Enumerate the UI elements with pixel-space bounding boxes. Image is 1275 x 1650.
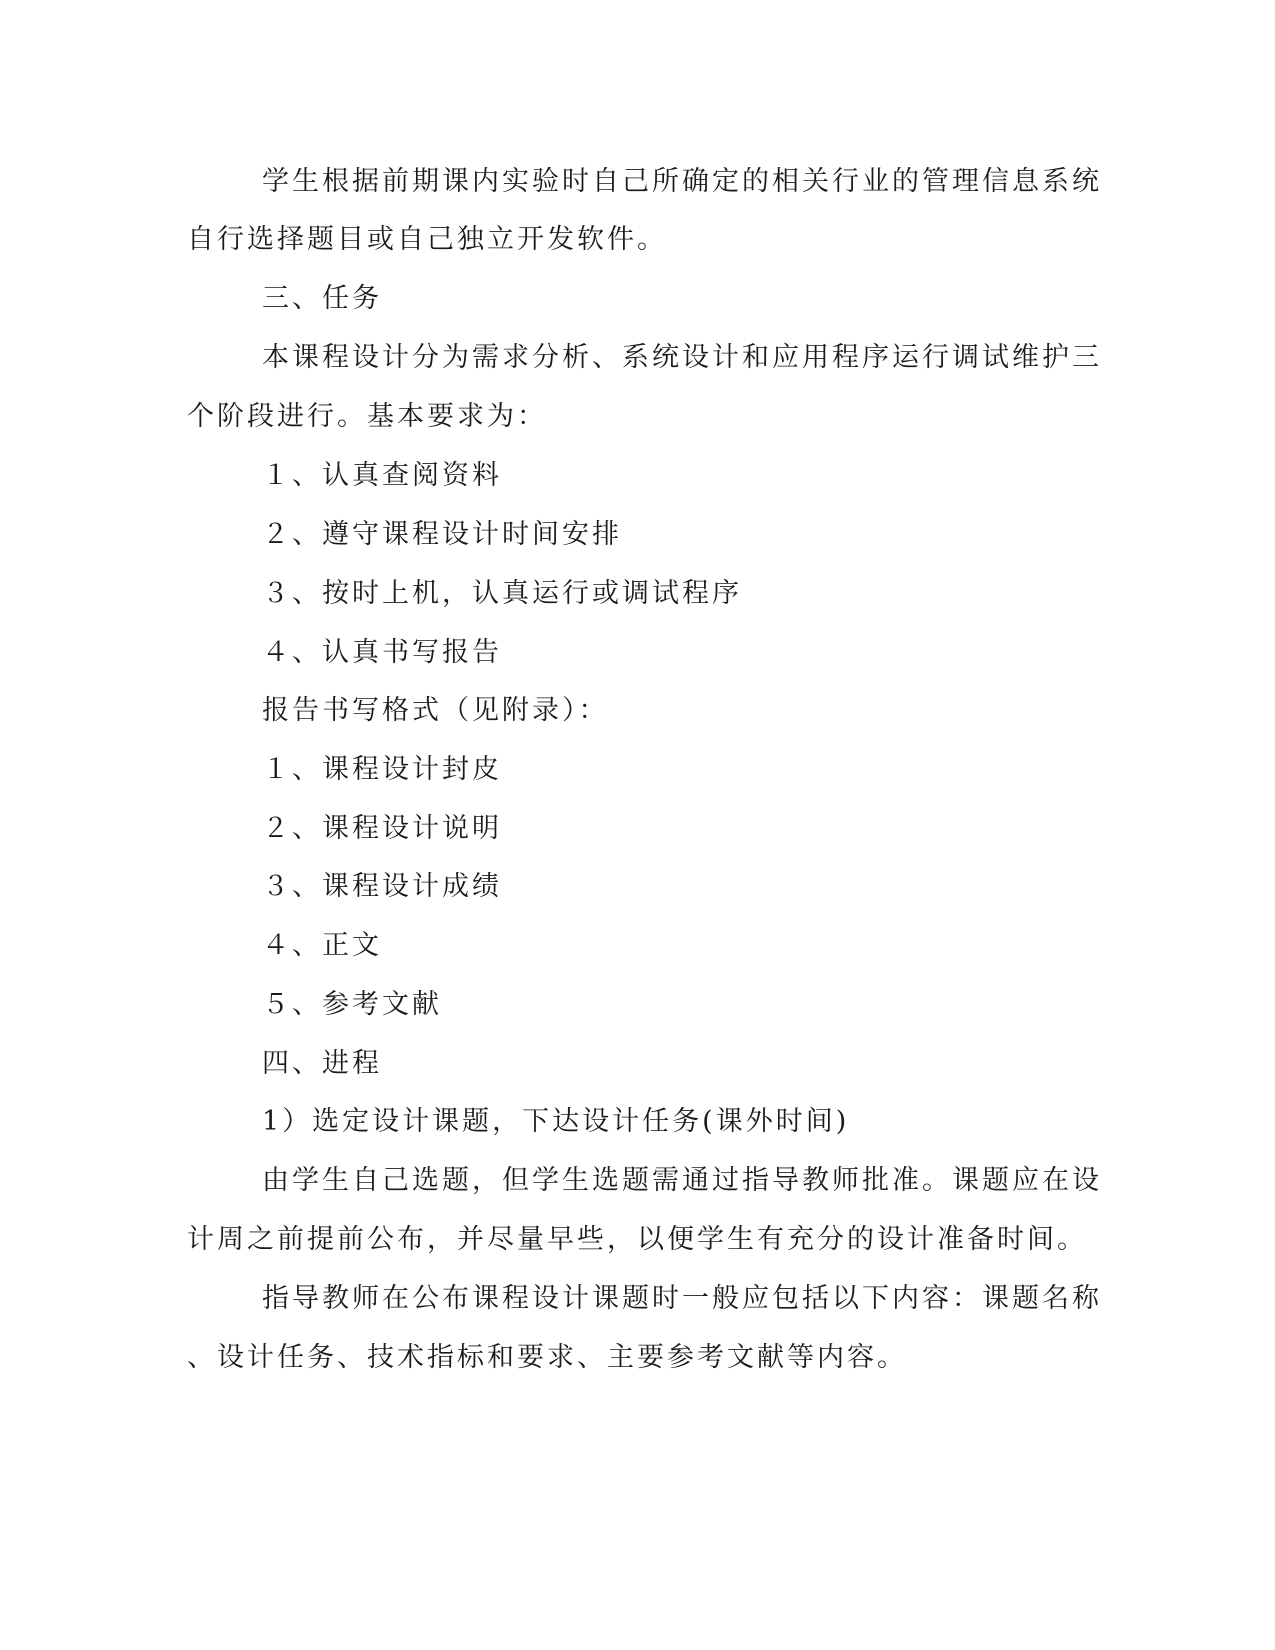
requirement-item: ３、按时上机，认真运行或调试程序 — [262, 578, 742, 609]
paragraph-line: 计周之前提前公布，并尽量早些，以便学生有充分的设计准备时间。 — [187, 1224, 1087, 1255]
section-heading: 四、进程 — [262, 1048, 382, 1079]
report-item: ２、课程设计说明 — [262, 813, 502, 844]
report-item: ３、课程设计成绩 — [262, 871, 502, 902]
paragraph-line: 自行选择题目或自己独立开发软件。 — [187, 224, 667, 255]
paragraph-line: 指导教师在公布课程设计课题时一般应包括以下内容：课题名称 — [262, 1283, 1102, 1314]
paragraph-line: 个阶段进行。基本要求为： — [187, 401, 547, 432]
report-format-heading: 报告书写格式（见附录）： — [262, 695, 609, 726]
paragraph-line: 由学生自己选题，但学生选题需通过指导教师批准。课题应在设 — [262, 1165, 1102, 1196]
step-heading: 1）选定设计课题，下达设计任务(课外时间) — [262, 1106, 850, 1137]
report-item: ５、参考文献 — [262, 989, 442, 1020]
report-item: ４、正文 — [262, 930, 382, 961]
requirement-item: ４、认真书写报告 — [262, 637, 502, 668]
section-heading: 三、任务 — [262, 283, 382, 314]
paragraph-line: 学生根据前期课内实验时自己所确定的相关行业的管理信息系统 — [262, 166, 1102, 197]
requirement-item: １、认真查阅资料 — [262, 460, 502, 491]
paragraph-line: 、设计任务、技术指标和要求、主要参考文献等内容。 — [187, 1342, 907, 1373]
report-item: １、课程设计封皮 — [262, 754, 502, 785]
paragraph-line: 本课程设计分为需求分析、系统设计和应用程序运行调试维护三 — [262, 342, 1102, 373]
requirement-item: ２、遵守课程设计时间安排 — [262, 519, 622, 550]
